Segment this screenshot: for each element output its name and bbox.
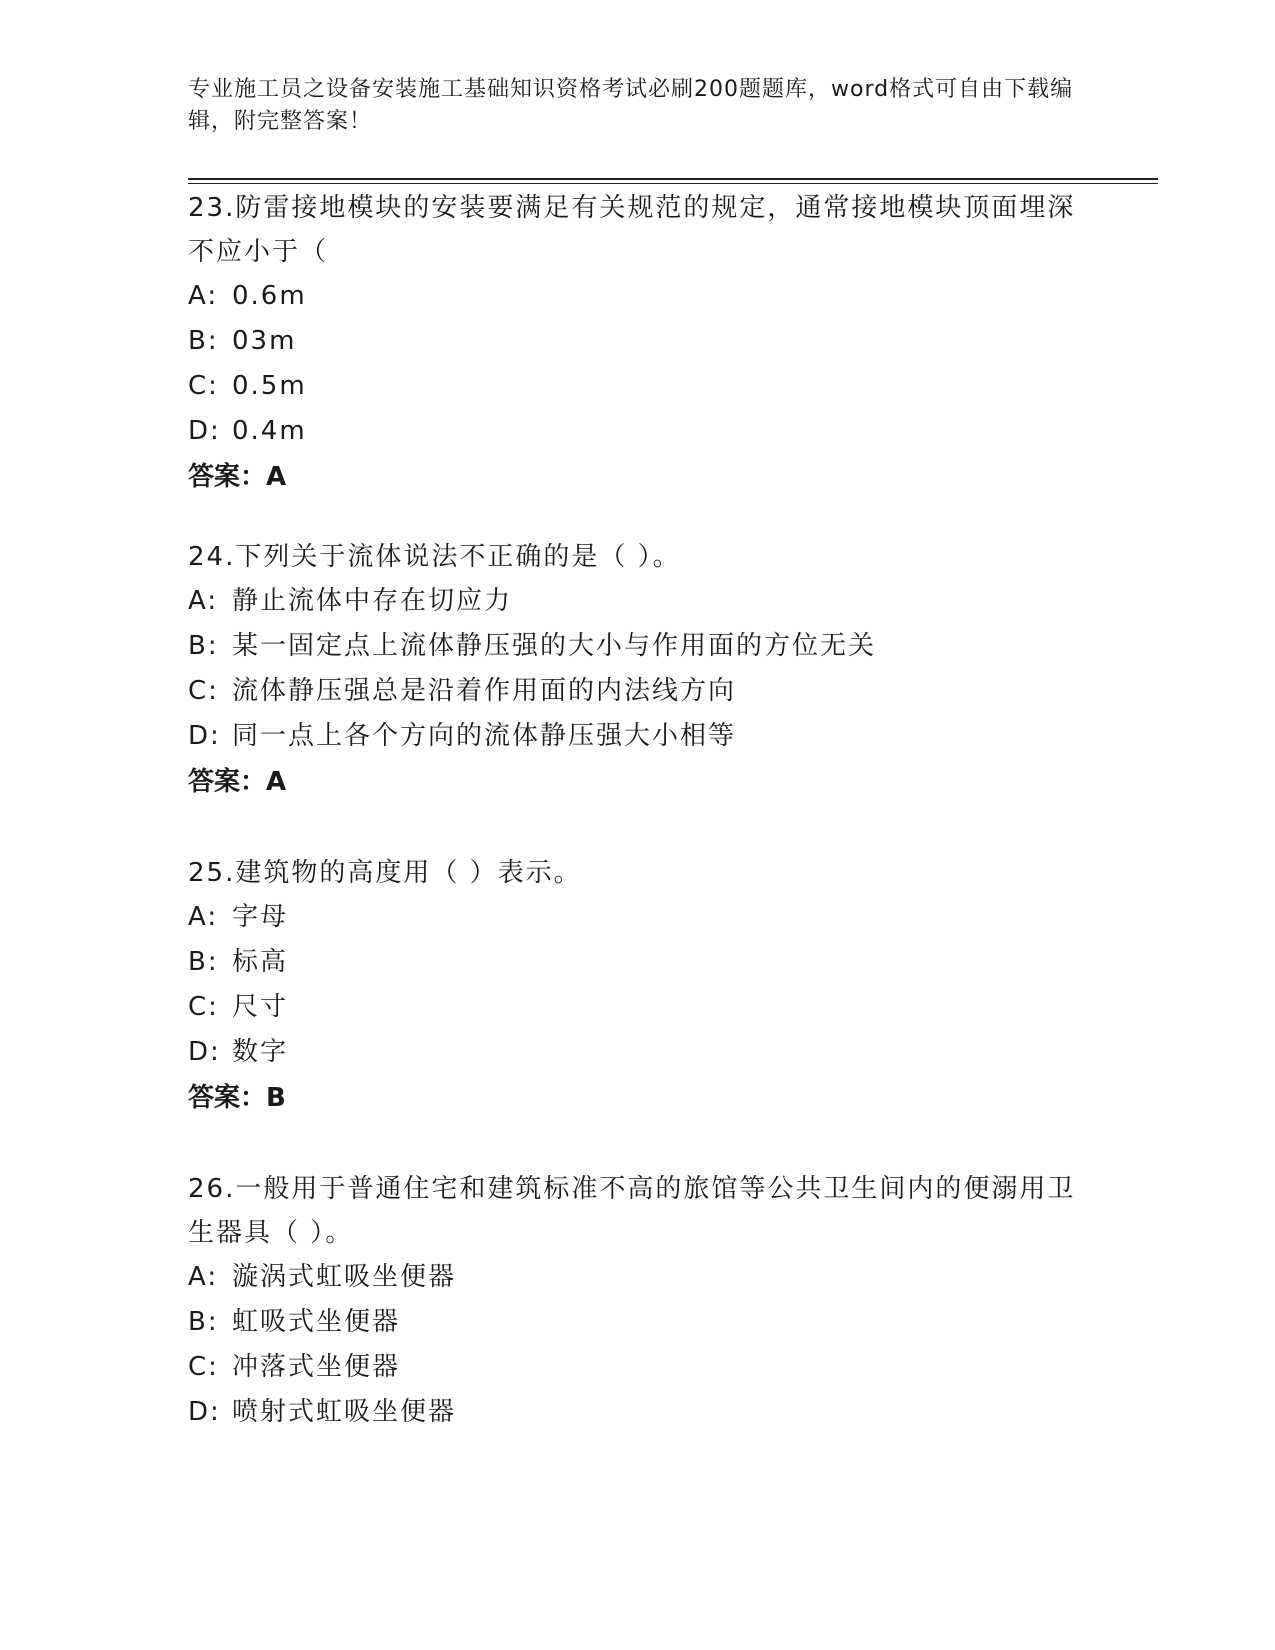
option-d (188, 1390, 1088, 1435)
option-text: 漩涡式虹吸坐便器 (232, 1262, 457, 1292)
header-divider-thin (188, 183, 1158, 184)
option-text: 0.6m (232, 281, 307, 311)
option-letter: A: (188, 281, 219, 311)
option-text: 0.4m (232, 416, 307, 446)
option-text: 03m (232, 326, 297, 356)
answer-label: 答案： (188, 1083, 267, 1113)
option-letter: D: (188, 1397, 221, 1427)
answer-line (188, 1075, 1088, 1121)
option-letter: D: (188, 1037, 221, 1067)
option-text: 喷射式虹吸坐便器 (232, 1397, 457, 1427)
option-text: 冲落式坐便器 (232, 1352, 401, 1382)
question-23 (188, 186, 1088, 500)
option-c (188, 669, 1088, 714)
option-text: 字母 (232, 902, 289, 932)
option-letter: B: (188, 1307, 219, 1337)
option-letter: C: (188, 1352, 219, 1382)
option-b (188, 624, 1088, 669)
option-text: 某一固定点上流体静压强的大小与作用面的方位无关 (232, 631, 877, 661)
answer-label: 答案： (188, 462, 267, 492)
header-divider-thick (188, 178, 1158, 180)
option-a (188, 1255, 1088, 1300)
option-a (188, 274, 1088, 319)
question-26 (188, 1167, 1088, 1435)
option-d (188, 714, 1088, 759)
option-text: 数字 (232, 1037, 289, 1067)
question-stem: 23.防雷接地模块的安装要满足有关规范的规定，通常接地模块顶面埋深不应小于（ (188, 193, 1076, 267)
question-stem: 25.建筑物的高度用（ ）表示。 (188, 858, 582, 888)
question-25 (188, 851, 1088, 1121)
option-d (188, 1030, 1088, 1075)
option-text: 虹吸式坐便器 (232, 1307, 401, 1337)
option-letter: A: (188, 586, 219, 616)
option-text: 标高 (232, 947, 289, 977)
option-c (188, 1345, 1088, 1390)
option-letter: D: (188, 416, 221, 446)
option-letter: C: (188, 676, 219, 706)
document-header: 专业施工员之设备安装施工基础知识资格考试必刷200题题库，word格式可自由下载编辑，附完整答案！ (188, 77, 1074, 134)
option-letter: D: (188, 721, 221, 751)
answer-value: B (266, 1083, 286, 1113)
option-letter: A: (188, 902, 219, 932)
option-text: 尺寸 (232, 992, 289, 1022)
answer-label: 答案： (188, 767, 267, 797)
option-letter: C: (188, 371, 219, 401)
option-letter: B: (188, 326, 219, 356)
option-b (188, 1300, 1088, 1345)
answer-value: A (266, 767, 287, 797)
option-letter: A: (188, 1262, 219, 1292)
question-stem: 26.一般用于普通住宅和建筑标准不高的旅馆等公共卫生间内的便溺用卫生器具（ ）。 (188, 1174, 1076, 1248)
option-text: 流体静压强总是沿着作用面的内法线方向 (232, 676, 737, 706)
answer-value: A (266, 462, 287, 492)
option-c (188, 364, 1088, 409)
option-text: 静止流体中存在切应力 (232, 586, 513, 616)
option-letter: C: (188, 992, 219, 1022)
option-a (188, 895, 1088, 940)
question-stem: 24.下列关于流体说法不正确的是（ ）。 (188, 542, 681, 572)
option-b (188, 940, 1088, 985)
option-text: 同一点上各个方向的流体静压强大小相等 (232, 721, 737, 751)
option-letter: B: (188, 631, 219, 661)
option-b (188, 319, 1088, 364)
answer-line (188, 454, 1088, 500)
option-letter: B: (188, 947, 219, 977)
question-24 (188, 535, 1088, 805)
answer-line (188, 759, 1088, 805)
option-a (188, 579, 1088, 624)
option-d (188, 409, 1088, 454)
option-text: 0.5m (232, 371, 307, 401)
option-c (188, 985, 1088, 1030)
